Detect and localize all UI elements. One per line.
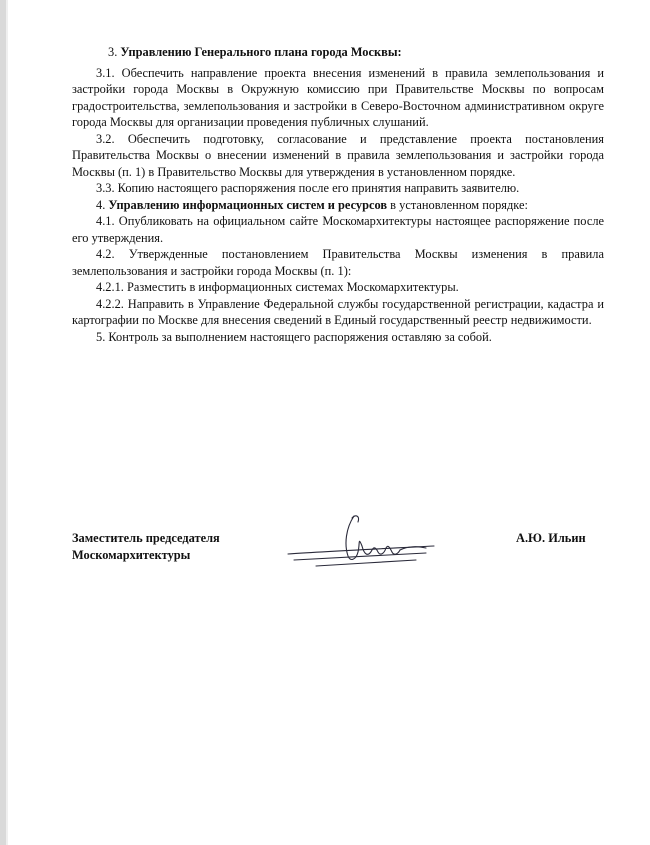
document-body <box>72 44 604 345</box>
page-edge-highlight <box>6 0 8 845</box>
signatory-position-line1: Заместитель председателя <box>72 531 220 545</box>
paragraph-3: 3. Управлению Генерального плана города Москвы: <box>108 45 402 59</box>
paragraph-4-2: 4.2. Утвержденные постановлением Правительства Москвы изменения в правила землепользования и застройки города Москвы (п. 1): <box>72 247 604 278</box>
paragraph-3-2: 3.2. Обеспечить подготовку, согласование и представление проекта постановления Правительства Москвы о внесении изменений в правила землепользования и застройки города Москвы (п. 1) в Правительство Москвы для утверждения в установленном порядке. <box>72 131 604 179</box>
paragraph-5: 5. Контроль за выполнением настоящего распоряжения оставляю за собой. <box>96 329 492 344</box>
paragraph-3-1: 3.1. Обеспечить направление проекта внесения изменений в правила землепользования и застройки города Москвы в Окружную комиссию при Правительстве Москвы по вопросам градостроительства, землепользования и застройки в Северо-Восточном административном округе города Москвы для организации проведения публичных слушаний. <box>72 65 604 129</box>
handwritten-signature-icon <box>286 506 436 582</box>
paragraph-4-2-1: 4.2.1. Разместить в информационных системах Москомархитектуры. <box>96 280 459 294</box>
paragraph-4-2-2: 4.2.2. Направить в Управление Федеральной службы государственной регистрации, кадастра и картографии по Москве для внесения сведений в Единый государственный реестр недвижимости. <box>72 296 604 327</box>
paragraph-4-1: 4.1. Опубликовать на официальном сайте Москомархитектуры настоящее распоряжение после его утверждения. <box>72 214 604 245</box>
signatory-name: А.Ю. Ильин <box>516 531 586 545</box>
paragraph-4: 4. Управлению информационных систем и ресурсов в установленном порядке: <box>96 197 528 212</box>
signatory-position-line2: Москомархитектуры <box>72 547 191 562</box>
paragraph-3-3: 3.3. Копию настоящего распоряжения после его принятия направить заявителю. <box>96 181 520 195</box>
signatory-position <box>72 530 220 563</box>
